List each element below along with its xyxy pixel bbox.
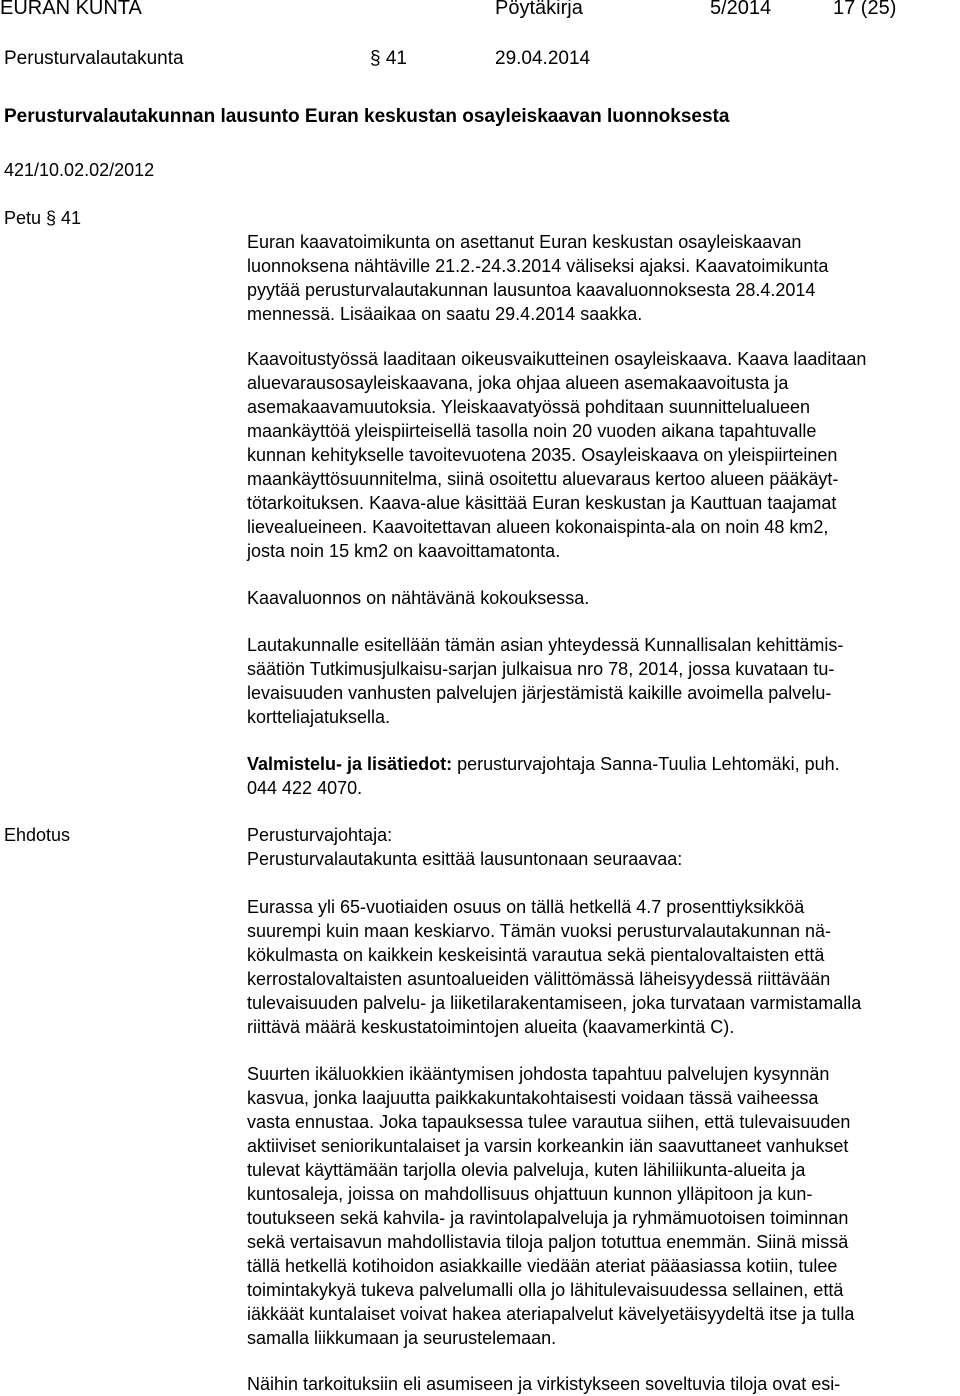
document-type: Pöytäkirja <box>495 0 583 19</box>
document-number: 5/2014 <box>710 0 772 19</box>
page-number: 17 (25) <box>833 0 897 19</box>
paragraph-announcement: Euran kaavatoimikunta on asettanut Euran keskustan osayleiskaavan luonnoksena nähtäville 21.2.-24.3.2014 väliseksi ajaksi. Kaavatoimikunta pyytää perusturvalautakunnan lausuntoa kaavaluonnoksesta 28.4.2014 mennessä. Lisäaikaa on saatu 29.4.2014 saakka. <box>247 232 829 324</box>
handler-label: Petu § 41 <box>4 208 82 228</box>
proposal-paragraph-ageing: Suurten ikäluokkien ikääntymisen johdosta tapahtuu palvelujen kysynnän kasvua, jonka laajuutta paikkakuntakohtaisesti voidaan tässä vaiheessa vasta ennustaa. Joka tapauksessa tulee varautua siihen, että tulevaisuuden aktiiviset seniorikuntalaiset ja varsin korkeankin iän saavuttaneet vanhukset tulevat käyttämään tarjolla olevia palveluja, kuten lähiliikunta-alueita ja kuntosaleja, joissa on mahdollisuus ohjattuun kunnon ylläpitoon ja kun- toutukseen sekä kahvila- ja ravintolapalveluja ja ryhmämuotoisen toiminnan sekä vertaisavun mahdollistavia tiloja paljon totuttua enemmän. Siinä missä tällä hetkellä kotihoidon asiakkaille viedään ateriat pääasiassa kotiin, tulee toimintakykyä tukeva palvelumalli olla jo lähitulevaisuudessa sellainen, että iäkkäät kuntalaiset voivat hakea ateriapalvelut kävelyetäisyydeltä itse ja tulla samalla liikkumaan ja seurustelemaan. <box>247 1064 855 1348</box>
paragraph-plan-description: Kaavoitustyössä laaditaan oikeusvaikutteinen osayleiskaava. Kaava laaditaan aluevarausosayleiskaavana, joka ohjaa alueen asemakaavoitusta ja asemakaavamuutoksia. Yleiskaavatyössä pohditaan suunnittelualueen maankäyttöä yleispiirteisellä tasolla noin 20 vuoden aikana tapahtuvalle kunnan kehitykselle tavoitevuotena 2035. Osayleiskaava on yleispiirteinen maankäyttösuunnitelma, siinä osoitettu aluevaraus kertoo alueen pääkäyt- tötarkoituksen. Kaava-alue käsittää Euran keskustan ja Kauttuan taajamat lievealueineen. Kaavoitettavan alueen kokonaispinta-ala on noin 48 km2, josta noin 15 km2 on kaavoittamatonta. <box>247 349 867 561</box>
section-number: § 41 <box>370 48 407 69</box>
contact-info <box>247 752 957 800</box>
proposal-speaker: Perusturvajohtaja: <box>247 825 393 845</box>
proposal-intro-text: Perusturvalautakunta esittää lausuntonaan seuraavaa: <box>247 849 683 869</box>
meeting-date: 29.04.2014 <box>495 48 591 69</box>
contact-person: perusturvajohtaja Sanna-Tuulia Lehtomäki, puh. <box>452 754 840 774</box>
paragraph-draft-available: Kaavaluonnos on nähtävänä kokouksessa. <box>247 588 590 608</box>
municipality-name: EURAN KUNTA <box>0 0 142 19</box>
item-title: Perusturvalautakunnan lausunto Euran keskustan osayleiskaavan luonnoksesta <box>4 106 730 127</box>
proposal-label: Ehdotus <box>4 825 71 845</box>
paragraph-presentation: Lautakunnalle esitellään tämän asian yhteydessä Kunnallisalan kehittämis- säätiön Tutkimusjulkaisu-sarjan julkaisua nro 78, 2014, jossa kuvataan tu- levaisuuden vanhusten palvelujen järjestämistä kaikille avoimella palvelu- kortteliajatuksella. <box>247 635 844 727</box>
contact-phone: 044 422 4070. <box>247 778 363 798</box>
contact-label: Valmistelu- ja lisätiedot: <box>247 754 453 774</box>
proposal-paragraph-facilities: Näihin tarkoituksiin eli asumiseen ja virkistykseen soveltuvia tiloja ovat esi- <box>247 1374 841 1394</box>
meeting-body: Perusturvalautakunta <box>4 48 184 69</box>
proposal-intro <box>247 823 957 871</box>
proposal-paragraph-population: Eurassa yli 65-vuotiaiden osuus on tällä hetkellä 4.7 prosenttiyksikköä suurempi kuin maan keskiarvo. Tämän vuoksi perusturvalautakunnan nä- kökulmasta on kaikkein keskeisintä varautua sekä pientalovaltaisten että kerrostalovaltaisten asuntoalueiden välittömässä läheisyydessä riittävään tulevaisuuden palvelu- ja liiketilarakentamiseen, joka turvataan varmistamalla riittävä määrä keskustatoimintojen alueita (kaavamerkintä C). <box>247 897 862 1037</box>
item-reference: 421/10.02.02/2012 <box>4 160 155 180</box>
